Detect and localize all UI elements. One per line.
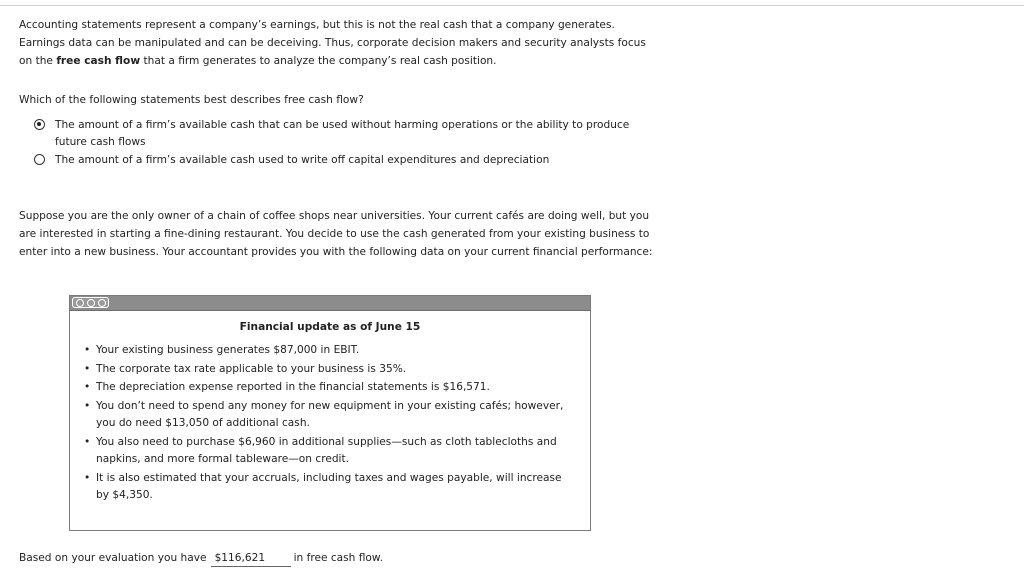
window-controls [72, 297, 109, 308]
free-cash-flow-answer-field[interactable]: $116,621 [211, 550, 291, 567]
list-item: • You also need to purchase $6,960 in additional supplies—such as cloth tablecloths and napkins, and more formal tableware—on credit. [84, 434, 574, 469]
intro-paragraph [19, 16, 659, 70]
list-item: • You don’t need to spend any money for new equipment in your existing cafés; however, you do need $13,050 of additional cash. [84, 398, 574, 433]
intro-text-end: that a firm generates to analyze the company’s real cash position. [140, 55, 497, 67]
list-item: • The corporate tax rate applicable to your business is 35%. [84, 361, 574, 379]
window-title-bar [70, 296, 590, 311]
intro-bold-term: free cash flow [56, 55, 141, 67]
list-item: • Your existing business generates $87,000 in EBIT. [84, 342, 574, 360]
radio-unselected-icon[interactable] [34, 154, 45, 165]
financial-data-list [84, 342, 574, 506]
answer-option-1[interactable] [34, 117, 644, 151]
list-item: • The depreciation expense reported in the financial statements is $16,571. [84, 379, 574, 397]
top-divider [0, 5, 1024, 6]
answer-option-2[interactable] [34, 152, 644, 169]
popup-title: Financial update as of June 15 [239, 321, 421, 333]
question-text: Which of the following statements best describes free cash flow? [19, 94, 364, 106]
answer-sentence [19, 549, 383, 567]
minimize-icon[interactable] [98, 299, 106, 307]
answer-option-1-label: The amount of a firm’s available cash that can be used without harming operations or the ability to produce future cash flows [55, 119, 630, 148]
answer-suffix: in free cash flow. [293, 552, 383, 564]
scenario-paragraph: Suppose you are the only owner of a chain of coffee shops near universities. Your current cafés are doing well, but you are interested in starting a fine-dining restaurant. You decide to use the cash generated from your existing business to enter into a new business. Your accountant provides you with the following data on your current financial performance: [19, 210, 653, 258]
intro-text-start: Accounting statements represent a company’s earnings, but this is not the real cash that a company generates. Earnings data can be manipulated and can be deceiving. Thus, corporate decision makers and security analysts focus on the [19, 19, 646, 67]
list-item: • It is also estimated that your accruals, including taxes and wages payable, will increase by $4,350. [84, 470, 574, 505]
financial-update-window [69, 295, 591, 531]
answer-option-2-label: The amount of a firm’s available cash used to write off capital expenditures and depreciation [55, 154, 550, 166]
close-icon[interactable] [76, 299, 84, 307]
radio-selected-icon[interactable] [34, 119, 45, 130]
answer-prefix: Based on your evaluation you have [19, 552, 207, 564]
maximize-icon[interactable] [87, 299, 95, 307]
